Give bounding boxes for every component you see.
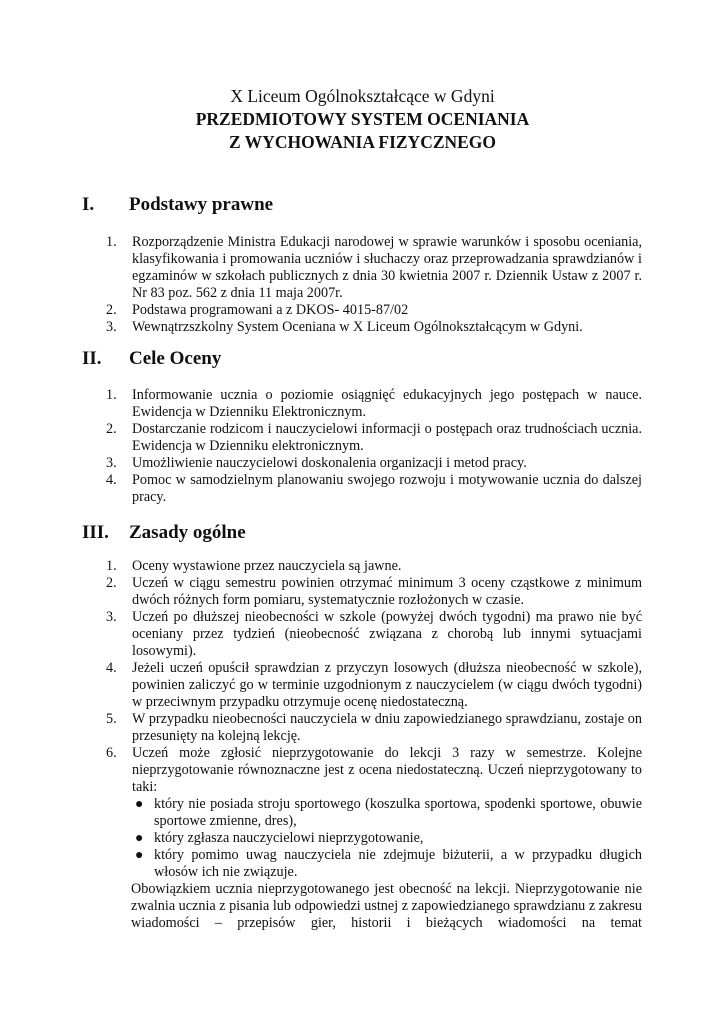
item-number: 4. bbox=[106, 660, 117, 676]
section-heading-podstawy bbox=[82, 194, 273, 216]
bullet-dot-icon: ● bbox=[135, 797, 144, 812]
bullet-item bbox=[132, 830, 642, 847]
item-number: 2. bbox=[106, 421, 117, 437]
item-text: Dostarczanie rodzicom i nauczycielowi informacji o postępach oraz trudnościach ucznia. Ewidencja w Dzienniku elektronicznym. bbox=[132, 421, 642, 454]
bullet-dot-icon: ● bbox=[135, 831, 144, 846]
item-text: Oceny wystawione przez nauczyciela są jawne. bbox=[132, 558, 402, 574]
bullet-text: który nie posiada stroju sportowego (koszulka sportowa, spodenki sportowe, obuwie sportowe zmienne, dres), bbox=[154, 796, 642, 829]
item-number: 2. bbox=[106, 575, 117, 591]
item-text: Podstawa programowani a z DKOS- 4015-87/02 bbox=[132, 302, 409, 318]
item-text: Umożliwienie nauczycielowi doskonalenia organizacji i metod pracy. bbox=[132, 455, 527, 471]
item-text: Uczeń w ciągu semestru powinien otrzymać minimum 3 oceny cząstkowe z minimum dwóch różnych form pomiaru, systematycznie rozłożonych w czasie. bbox=[132, 575, 642, 608]
list-item bbox=[106, 302, 642, 319]
list-item bbox=[106, 558, 642, 575]
item-number: 3. bbox=[106, 609, 117, 625]
list-item bbox=[106, 609, 642, 660]
bullet-item bbox=[132, 847, 642, 881]
item-number: 5. bbox=[106, 711, 117, 727]
list-item bbox=[106, 745, 642, 881]
section-number: I. bbox=[82, 194, 95, 215]
list-item bbox=[106, 319, 642, 336]
section-number: III. bbox=[82, 522, 109, 543]
list-item bbox=[106, 421, 642, 455]
item-text: Uczeń może zgłosić nieprzygotowanie do lekcji 3 razy w semestrze. Kolejne nieprzygotowanie równoznaczne jest z ocena niedostateczną. Uczeń nieprzygotowany to taki: bbox=[132, 745, 642, 795]
list-item bbox=[106, 387, 642, 421]
item-text: Rozporządzenie Ministra Edukacji narodowej w sprawie warunków i sposobu oceniania, klasyfikowania i promowania uczniów i słuchaczy oraz przeprowadzania sprawdzianów i egzaminów w szkołach publicznych z dnia 30 kwietnia 2007 r. Dziennik Ustaw z 2007 r. Nr 83 poz. 562 z dnia 11 maja 2007r. bbox=[132, 234, 642, 301]
item-number: 1. bbox=[106, 234, 117, 250]
item-number: 1. bbox=[106, 558, 117, 574]
school-name: X Liceum Ogólnokształcące w Gdyni bbox=[230, 86, 495, 106]
item-text: Jeżeli uczeń opuścił sprawdzian z przyczyn losowych (dłuższa nieobecność w szkole), powinien zaliczyć go w terminie uzgodnionym z nauczycielem (w ciągu dwóch tygodni) w przeciwnym przypadku otrzymuje ocenę niedostateczną. bbox=[132, 660, 642, 710]
section-title: Cele Oceny bbox=[129, 348, 222, 369]
item-number: 3. bbox=[106, 319, 117, 335]
bullet-item bbox=[132, 796, 642, 830]
item-number: 4. bbox=[106, 472, 117, 488]
unprepared-criteria-list bbox=[132, 796, 642, 881]
section-title: Podstawy prawne bbox=[129, 194, 274, 215]
legal-basis-list bbox=[106, 234, 642, 336]
closing-paragraph: Obowiązkiem ucznia nieprzygotowanego jest obecność na lekcji. Nieprzygotowanie nie zwalnia ucznia z pisania lub odpowiedzi ustnej z zapowiedzianego sprawdzianu z zakresu wiadomości – przepisów gier, historii i bieżących wiadomości na temat bbox=[131, 881, 642, 931]
bullet-text: który zgłasza nauczycielowi nieprzygotowanie, bbox=[154, 830, 424, 846]
list-item bbox=[106, 234, 642, 302]
item-text: Pomoc w samodzielnym planowaniu swojego rozwoju i motywowanie ucznia do dalszej pracy. bbox=[132, 472, 642, 505]
item-number: 6. bbox=[106, 745, 117, 761]
list-item bbox=[106, 455, 642, 472]
item-number: 1. bbox=[106, 387, 117, 403]
document-title: PRZEDMIOTOWY SYSTEM OCENIANIA bbox=[195, 109, 530, 129]
section-heading-zasady bbox=[82, 522, 246, 544]
list-item bbox=[106, 660, 642, 711]
item-number: 3. bbox=[106, 455, 117, 471]
item-text: Uczeń po dłuższej nieobecności w szkole (powyżej dwóch tygodni) ma prawo nie być oceniany przez tydzień (nieobecność związana z chorobą lub innymi sytuacjami losowymi). bbox=[132, 609, 642, 659]
item-text: Informowanie ucznia o poziomie osiągnięć edukacyjnych jego postępach w nauce. Ewidencja w Dzienniku Elektronicznym. bbox=[132, 387, 642, 420]
rules-list bbox=[106, 558, 642, 881]
list-item bbox=[106, 711, 642, 745]
section-number: II. bbox=[82, 348, 102, 369]
section-heading-cele bbox=[82, 348, 221, 370]
item-number: 2. bbox=[106, 302, 117, 318]
list-item bbox=[106, 575, 642, 609]
bullet-text: który pomimo uwag nauczyciela nie zdejmuje biżuterii, a w przypadku długich włosów ich nie związuje. bbox=[154, 847, 642, 880]
document-subtitle: Z WYCHOWANIA FIZYCZNEGO bbox=[228, 132, 497, 152]
bullet-dot-icon: ● bbox=[135, 848, 144, 863]
item-text: Wewnątrzszkolny System Oceniana w X Liceum Ogólnokształcącym w Gdyni. bbox=[132, 319, 583, 335]
item-text: W przypadku nieobecności nauczyciela w dniu zapowiedzianego sprawdzianu, zostaje on przesunięty na kolejną lekcję. bbox=[132, 711, 642, 744]
goals-list bbox=[106, 387, 642, 506]
section-title: Zasady ogólne bbox=[129, 522, 246, 543]
list-item bbox=[106, 472, 642, 506]
